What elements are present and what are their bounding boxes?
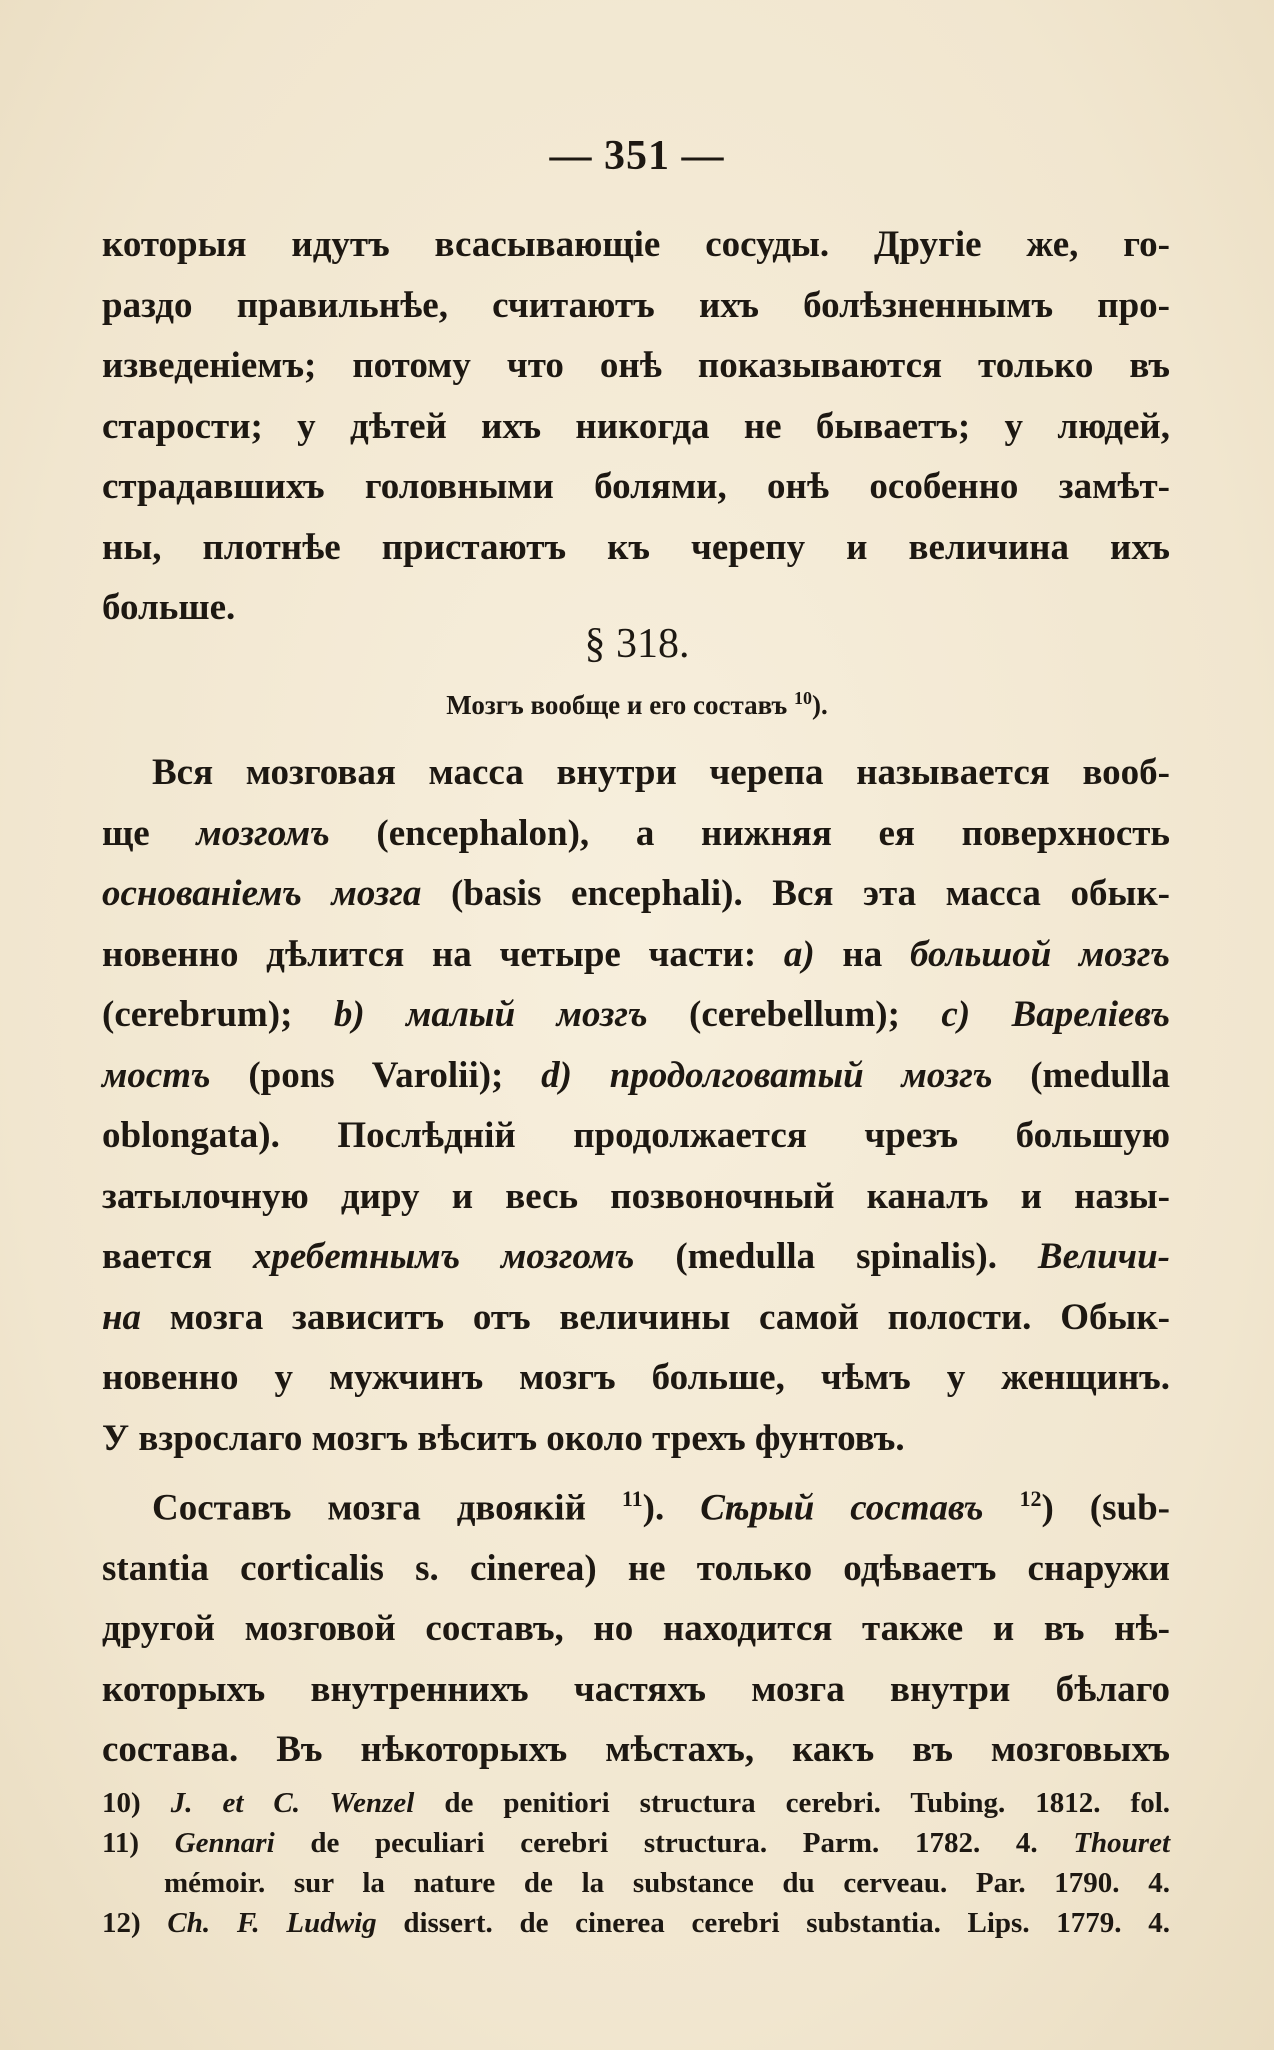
text-line: больше. bbox=[102, 587, 236, 628]
text-line: Вся мозговая масса внутри черепа называется вооб- bbox=[152, 752, 1170, 793]
italic-term: большой мозгъ bbox=[909, 933, 1170, 975]
text-run: (medulla spinalis). bbox=[634, 1236, 1038, 1277]
footnote-11 bbox=[102, 1823, 1170, 1863]
footnote-10 bbox=[102, 1783, 1170, 1823]
footnote-12 bbox=[102, 1903, 1170, 1943]
text-line bbox=[102, 1288, 1170, 1349]
text-line bbox=[102, 804, 1170, 865]
text-run: Составъ мозга двоякій bbox=[152, 1487, 622, 1529]
footnote-text: de penitiori structura cerebri. Tubing. 1812. fol. bbox=[414, 1787, 1170, 1819]
text-line bbox=[102, 1046, 1170, 1107]
text-run: (cerebellum); bbox=[647, 994, 942, 1035]
text-run: (pons Varolii); bbox=[210, 1054, 542, 1096]
italic-term: a) bbox=[783, 933, 815, 975]
text-line bbox=[102, 985, 1170, 1046]
text-line: раздо правильнѣе, считаютъ ихъ болѣзненнымъ про- bbox=[102, 284, 1170, 326]
text-line: состава. Въ нѣкоторыхъ мѣстахъ, какъ въ мозговыхъ bbox=[102, 1729, 1170, 1771]
footnote-text: dissert. de cinerea cerebri substantia. Lips. 1779. 4. bbox=[376, 1907, 1171, 1939]
italic-term: Величи- bbox=[1037, 1236, 1170, 1277]
italic-term: Сѣрый составъ bbox=[700, 1487, 984, 1529]
page-number: — 351 — bbox=[549, 133, 725, 179]
text-line: которыя идутъ всасывающіе сосуды. Другіе же, го- bbox=[102, 224, 1170, 265]
text-line: У взрослаго мозгъ вѣситъ около трехъ фунтовъ. bbox=[102, 1417, 905, 1459]
text-run: (medulla bbox=[992, 1054, 1170, 1096]
text-run bbox=[984, 1487, 1020, 1528]
text-line: затылочную диру и весь позвоночный каналъ и назы- bbox=[102, 1175, 1170, 1217]
footnote-text: de peculiari cerebri structura. Parm. 1782. 4. bbox=[274, 1827, 1074, 1859]
italic-term: d) продолговатый мозгъ bbox=[541, 1054, 993, 1096]
text-run: на bbox=[814, 933, 910, 975]
text-line: которыхъ внутреннихъ частяхъ мозга внутри бѣлаго bbox=[102, 1668, 1170, 1710]
footnote-number: 11) bbox=[102, 1827, 140, 1859]
footnote-ref: 10 bbox=[794, 688, 812, 708]
text-line bbox=[102, 1469, 1170, 1539]
section-title-close: ). bbox=[812, 690, 828, 720]
footnote-number: 10) bbox=[102, 1787, 141, 1819]
footnotes bbox=[102, 1783, 1170, 1943]
footnote-ref: 11 bbox=[621, 1486, 643, 1511]
text-run: (basis encephali). Вся эта масса обык- bbox=[421, 873, 1170, 914]
paragraph-brain-parts bbox=[102, 743, 1170, 1781]
text-line: ны, плотнѣе пристаютъ къ черепу и величина ихъ bbox=[102, 526, 1170, 568]
paragraph-continued bbox=[102, 215, 1170, 639]
footnote-number: 12) bbox=[102, 1907, 141, 1939]
section-title bbox=[0, 688, 1274, 721]
text-line bbox=[102, 864, 1170, 925]
text-line: stantia corticalis s. cinerea) не только одѣваетъ снаружи bbox=[102, 1547, 1170, 1589]
footnote-author: Ch. F. Ludwig bbox=[167, 1907, 377, 1939]
text-line: новенно у мужчинъ мозгъ больше, чѣмъ у женщинъ. bbox=[102, 1357, 1170, 1398]
section-number: § 318. bbox=[584, 621, 690, 667]
text-line: изведеніемъ; потому что онѣ показываются только въ bbox=[102, 345, 1170, 386]
text-line bbox=[102, 925, 1170, 986]
text-run: (cerebrum); bbox=[102, 994, 334, 1035]
footnote-author: J. et C. Wenzel bbox=[170, 1787, 415, 1819]
text-run: (encephalon), а нижняя ея поверхность bbox=[329, 812, 1170, 854]
italic-term: мозгомъ bbox=[196, 812, 330, 854]
italic-term: основаніемъ мозга bbox=[102, 873, 422, 914]
italic-term: b) малый мозгъ bbox=[333, 994, 648, 1035]
text-line: страдавшихъ головными болями, онѣ особенно замѣт- bbox=[102, 466, 1170, 507]
text-run: вается bbox=[102, 1236, 253, 1277]
italic-term: мостъ bbox=[102, 1054, 211, 1096]
text-run: мозга зависитъ отъ величины самой полости. Обык- bbox=[141, 1296, 1170, 1338]
italic-term: хребетнымъ мозгомъ bbox=[252, 1236, 635, 1277]
text-run: новенно дѣлится на четыре части: bbox=[102, 933, 784, 975]
text-line: другой мозговой составъ, но находится также и въ нѣ- bbox=[102, 1608, 1170, 1650]
footnote-author: Thouret bbox=[1073, 1827, 1170, 1859]
text-line bbox=[102, 1227, 1170, 1288]
section-title-text: Мозгъ вообще и его составъ bbox=[446, 690, 788, 720]
italic-term: на bbox=[102, 1296, 142, 1338]
footnote-author: Gennari bbox=[174, 1827, 275, 1859]
text-run: ще bbox=[102, 812, 197, 854]
text-line: старости; у дѣтей ихъ никогда не бываетъ; у людей, bbox=[102, 405, 1170, 447]
footnote-ref: 12 bbox=[1019, 1486, 1042, 1511]
text-line: oblongata). Послѣдній продолжается чрезъ большую bbox=[102, 1115, 1170, 1156]
footnote-11-continued: mémoir. sur la nature de la substance du cerveau. Par. 1790. 4. bbox=[164, 1867, 1170, 1899]
text-run: ). bbox=[642, 1487, 701, 1529]
italic-term: c) Вареліевъ bbox=[941, 994, 1170, 1035]
text-run: ) (sub- bbox=[1041, 1487, 1171, 1529]
